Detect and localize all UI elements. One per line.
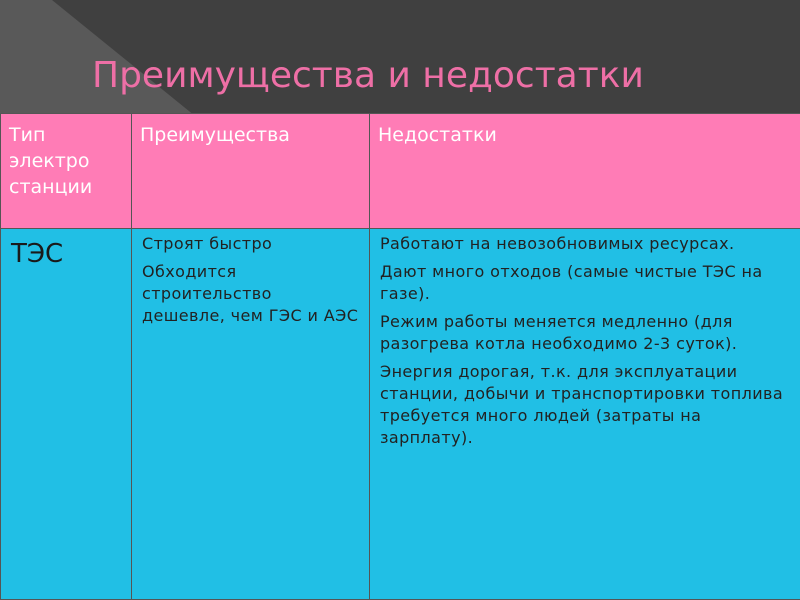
header-type — [1, 114, 132, 229]
cell-type — [1, 229, 132, 600]
table-row — [1, 229, 800, 600]
header-row — [1, 114, 800, 229]
header-pros-label: Преимущества — [140, 124, 290, 146]
header-cons — [370, 114, 800, 229]
cons-item: Энергия дорогая, т.к. для эксплуатации станции, добычи и транспортировки топлива требуется много людей (затраты на зарплату). — [380, 362, 784, 447]
cell-cons — [370, 229, 800, 600]
header-type-label: Тип электро станции — [9, 124, 93, 198]
cons-item: Работают на невозобновимых ресурсах. — [380, 234, 735, 253]
pros-item: Строят быстро — [142, 234, 273, 253]
header-pros — [132, 114, 370, 229]
comparison-table — [0, 113, 800, 600]
header-cons-label: Недостатки — [378, 124, 497, 146]
pros-item: Обходится строительство дешевле, чем ГЭС и АЭС — [142, 262, 359, 325]
cons-item: Режим работы меняется медленно (для разогрева котла необходимо 2-3 суток). — [380, 312, 738, 353]
cons-item: Дают много отходов (самые чистые ТЭС на газе). — [380, 262, 763, 303]
slide-title: Преимущества и недостатки — [92, 55, 644, 96]
cell-pros — [132, 229, 370, 600]
station-type-label: ТЭС — [11, 239, 64, 269]
